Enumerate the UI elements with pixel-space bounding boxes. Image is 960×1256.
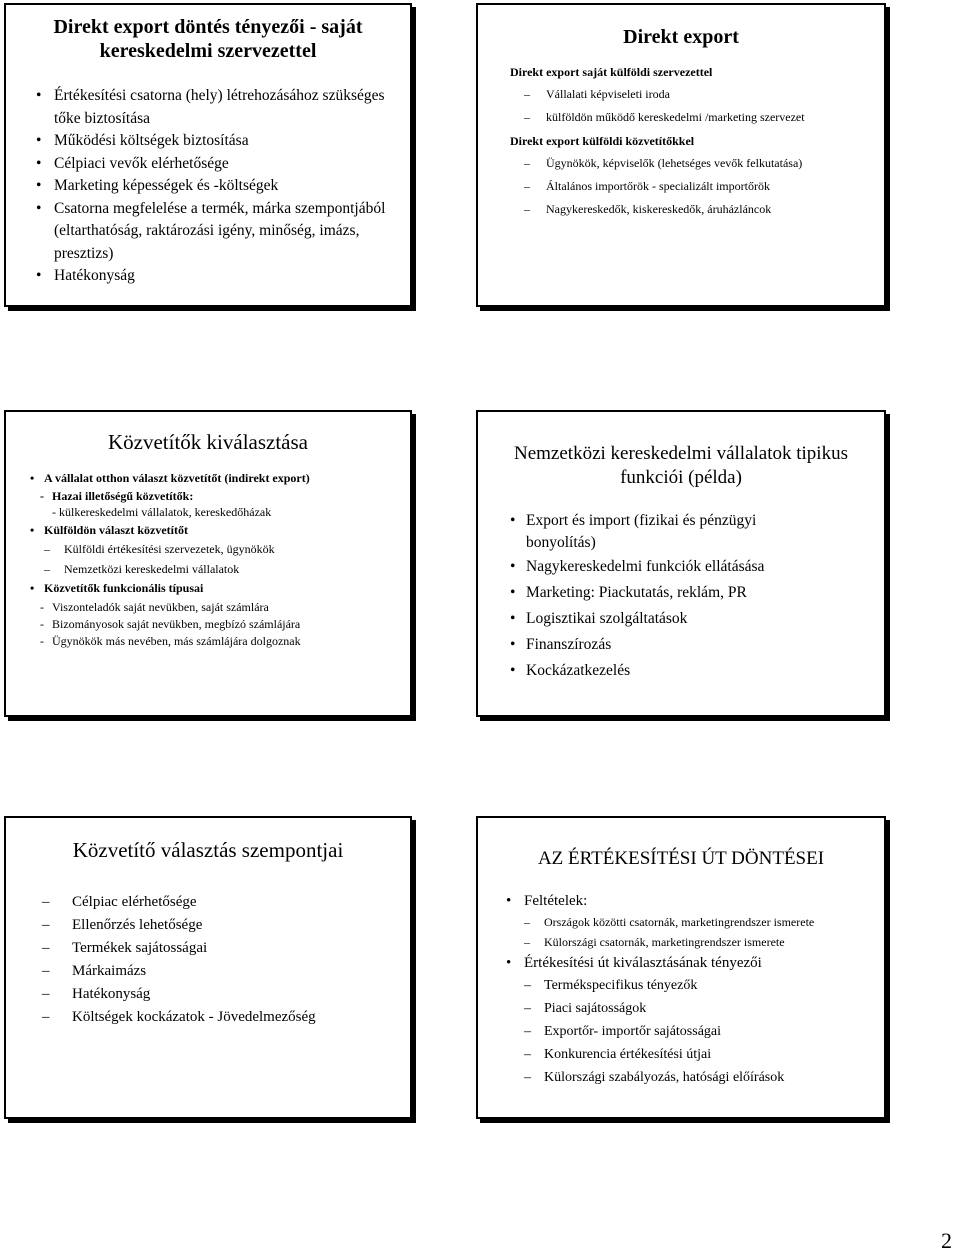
list-item: – Külföldi értékesítési szervezetek, ügynökök <box>28 540 410 560</box>
list-item: • Külföldön választ közvetítőt <box>28 521 410 541</box>
slide-kozvetitok-kivalasztasa <box>4 410 412 717</box>
slide-direkt-export-dontes <box>4 3 412 307</box>
dash-list <box>36 891 410 1029</box>
slide-title: Közvetítő választás szempontjai <box>72 838 344 862</box>
list-item: – Általános importőrök - specializált importőrök <box>510 177 884 195</box>
list-item: – Termékspecifikus tényezők <box>504 974 884 997</box>
list-item: – Célpiac elérhetősége <box>36 891 410 914</box>
slide-title: AZ ÉRTÉKESÍTÉSI ÚT DÖNTÉSEI <box>537 848 825 869</box>
slide-direkt-export <box>476 3 886 307</box>
list-item: - Viszonteladók saját nevükben, saját számlára <box>28 599 410 616</box>
list-item: • Csatorna megfelelése a termék, márka szempontjából (eltarthatóság, raktározási igény, minőség, imázs, presztizs) <box>30 198 410 266</box>
list-item: • Kockázatkezelés <box>504 658 884 684</box>
slide-title: Nemzetközi kereskedelmi vállalatok tipikus funkciói (példa) <box>514 443 848 488</box>
slide-nemzetkozi-vallalatok <box>476 410 886 717</box>
list-item: – Külországi szabályozás, hatósági előírások <box>504 1066 884 1089</box>
list-item: - Bizományosok saját nevükben, megbízó számlájára <box>28 616 410 633</box>
list-item: – Exportőr- importőr sajátosságai <box>504 1020 884 1043</box>
section-heading: Direkt export saját külföldi szervezettel <box>510 65 713 79</box>
page-number: 2 <box>941 1228 952 1253</box>
list-item: • Logisztikai szolgáltatások <box>504 606 884 632</box>
list-item: • Értékesítési csatorna (hely) létrehozásához szükséges tőke biztosítása <box>30 85 410 130</box>
list-item: • Export és import (fizikai és pénzügyi bonyolítás) <box>504 510 816 554</box>
list-item: • Működési költségek biztosítása <box>30 130 410 153</box>
slide-body <box>504 890 884 1089</box>
list-item: – Országok közötti csatornák, marketingrendszer ismerete <box>504 912 884 932</box>
slide-kozvetito-szempontjai <box>4 816 412 1119</box>
list-item: – Márkaimázs <box>36 960 410 983</box>
slide-title: Közvetítők kiválasztása <box>107 430 308 454</box>
list-item: – Nagykereskedők, kiskereskedők, áruházláncok <box>510 200 884 218</box>
list-item: – Külországi csatornák, marketingrendszer ismerete <box>504 932 884 952</box>
list-item: - külkereskedelmi vállalatok, kereskedőházak <box>52 504 272 519</box>
slide-body <box>28 469 410 650</box>
list-item: • Finanszírozás <box>504 632 884 658</box>
list-item: - Ügynökök más nevében, más számlájára dolgoznak <box>28 633 410 650</box>
bullet-list <box>30 85 410 288</box>
list-item: – Ellenőrzés lehetősége <box>36 914 410 937</box>
bullet-list <box>504 510 884 684</box>
list-item: • Hatékonyság <box>30 265 410 288</box>
section-heading: Direkt export külföldi közvetítőkkel <box>510 134 695 148</box>
list-item: • A vállalat otthon választ közvetítőt (indirekt export) <box>28 469 410 489</box>
list-item: • Marketing képességek és -költségek <box>30 175 410 198</box>
slide-body <box>510 61 884 218</box>
slide-title: Direkt export <box>623 26 739 48</box>
slide-title: Direkt export döntés tényezői - saját kereskedelmi szervezettel <box>53 16 363 62</box>
list-item: – Ügynökök, képviselők (lehetséges vevők felkutatása) <box>510 154 846 172</box>
list-item: • Célpiaci vevők elérhetősége <box>30 153 410 176</box>
list-item: – Nemzetközi kereskedelmi vállalatok <box>28 560 410 580</box>
list-item: • Közvetítők funkcionális típusai <box>28 579 410 599</box>
list-item: – Hatékonyság <box>36 983 410 1006</box>
list-item: – Költségek kockázatok - Jövedelmezőség <box>36 1006 410 1029</box>
list-item: - Hazai illetőségű közvetítők: <box>28 489 410 504</box>
list-item: – külföldön működő kereskedelmi /marketing szervezet <box>510 108 846 126</box>
slide-ertekesitesi-ut <box>476 816 886 1119</box>
list-item: • Értékesítési út kiválasztásának tényezői <box>504 952 884 974</box>
list-item: – Vállalati képviseleti iroda <box>510 85 884 103</box>
list-item: – Piaci sajátosságok <box>504 997 884 1020</box>
list-item: – Konkurencia értékesítési útjai <box>504 1043 884 1066</box>
list-item: • Feltételek: <box>504 890 884 912</box>
list-item: • Nagykereskedelmi funkciók ellátásása <box>504 554 884 580</box>
list-item: – Termékek sajátosságai <box>36 937 410 960</box>
list-item: • Marketing: Piackutatás, reklám, PR <box>504 580 884 606</box>
